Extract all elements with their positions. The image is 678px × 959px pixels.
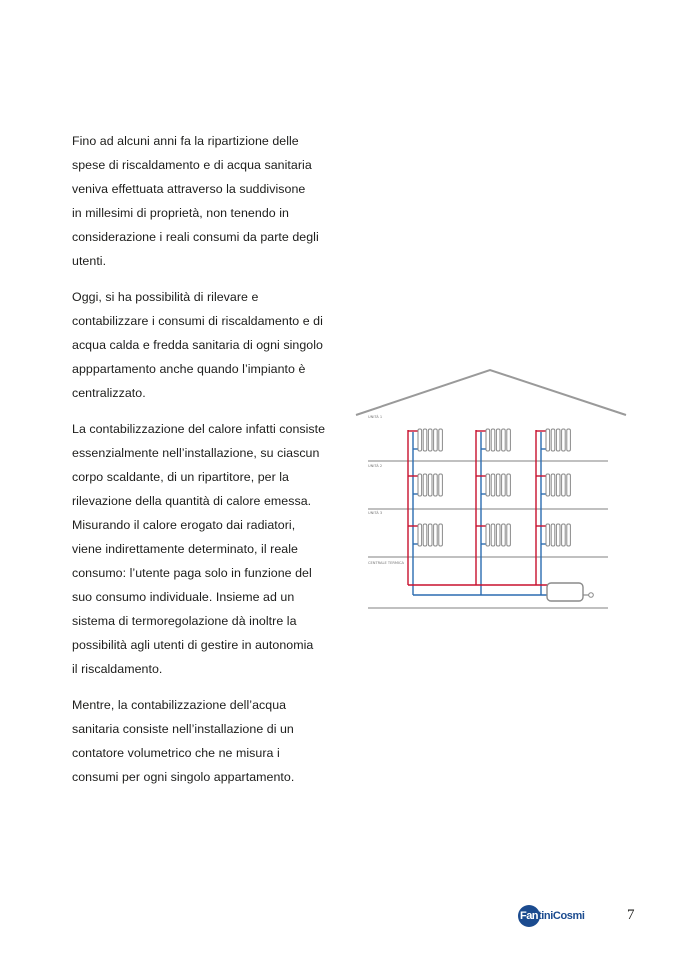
- paragraph-water-metering: Mentre, la contabilizzazione dell’acqua sanitaria consiste nell’installazione di un contatore volumetrico che ne misura i consumi per ogni singolo appartamento.: [72, 698, 295, 784]
- radiator-fin: [423, 474, 427, 496]
- radiator: [546, 474, 570, 496]
- radiator-fin: [562, 474, 566, 496]
- logo-text: tiniCosmi: [538, 910, 585, 922]
- radiator-fin: [439, 429, 443, 451]
- radiator-fin: [556, 524, 560, 546]
- logo-badge: Fan: [518, 905, 540, 927]
- body-text: [72, 129, 334, 801]
- radiator-fin: [502, 524, 506, 546]
- radiator-group: [418, 429, 570, 546]
- radiator: [418, 474, 442, 496]
- fantinicosmi-logo: [518, 903, 600, 929]
- radiator-fin: [434, 429, 438, 451]
- roof-line: [356, 370, 626, 415]
- radiator-fin: [496, 524, 500, 546]
- pipe-network: [408, 430, 550, 595]
- floor-label-boiler: CENTRALE TERMICA: [368, 561, 404, 565]
- radiator-fin: [439, 524, 443, 546]
- radiator-fin: [567, 429, 571, 451]
- radiator-fin: [428, 474, 432, 496]
- paragraph-history: Fino ad alcuni anni fa la ripartizione delle spese di riscaldamento e di acqua sanitaria veniva effettuata attraverso la suddivisone in millesimi di proprietà, non tenendo in considerazione i reali consumi da parte degli utenti.: [72, 134, 319, 268]
- floor-label-2: UNITÀ 2: [368, 464, 383, 468]
- radiator-fin: [556, 474, 560, 496]
- radiator-fin: [546, 524, 550, 546]
- radiator: [546, 429, 570, 451]
- radiator-fin: [507, 474, 511, 496]
- paragraph-heat-metering: La contabilizzazione del calore infatti consiste essenzialmente nell’installazione, su ciascun corpo scaldante, di un ripartitore, per la rilevazione della quantità di calore emessa. Misurando il calore erogato dai radiatori, viene indirettamente determinato, il reale consumo: l’utente paga solo in funzione del suo consumo individuale. Insieme ad un sistema di termoregolazione dà inoltre la possibilità agli utenti di gestire in autonomia il riscaldamento.: [72, 422, 326, 676]
- radiator: [418, 524, 442, 546]
- radiator: [546, 524, 570, 546]
- radiator-fin: [434, 474, 438, 496]
- radiator-fin: [428, 524, 432, 546]
- radiator-fin: [551, 524, 555, 546]
- radiator-fin: [486, 524, 490, 546]
- radiator-fin: [423, 524, 427, 546]
- radiator-fin: [439, 474, 443, 496]
- radiator-fin: [434, 524, 438, 546]
- building-heating-diagram: [350, 365, 630, 615]
- floor-label-1: UNITÀ 1: [368, 415, 383, 419]
- paragraph-today: Oggi, si ha possibilità di rilevare e contabilizzare i consumi di riscaldamento e di acqua calda e fredda sanitaria di ogni singolo apppartamento anche quando l’impianto è centralizzato.: [72, 290, 323, 400]
- radiator-fin: [546, 429, 550, 451]
- radiator-fin: [496, 474, 500, 496]
- page-number: 7: [627, 907, 635, 923]
- radiator-fin: [418, 524, 422, 546]
- radiator-fin: [418, 474, 422, 496]
- radiator-fin: [556, 429, 560, 451]
- radiator-fin: [567, 474, 571, 496]
- radiator: [486, 474, 510, 496]
- floor-label-3: UNITÀ 3: [368, 511, 383, 515]
- radiator-fin: [502, 474, 506, 496]
- boiler: [547, 583, 583, 601]
- radiator-fin: [507, 429, 511, 451]
- radiator: [486, 524, 510, 546]
- radiator-fin: [428, 429, 432, 451]
- radiator-fin: [546, 474, 550, 496]
- radiator: [418, 429, 442, 451]
- radiator-fin: [491, 429, 495, 451]
- radiator-fin: [491, 524, 495, 546]
- radiator-fin: [486, 429, 490, 451]
- radiator-fin: [567, 524, 571, 546]
- radiator: [486, 429, 510, 451]
- radiator-fin: [496, 429, 500, 451]
- radiator-fin: [418, 429, 422, 451]
- radiator-fin: [551, 474, 555, 496]
- radiator-fin: [423, 429, 427, 451]
- radiator-fin: [502, 429, 506, 451]
- radiator-fin: [562, 524, 566, 546]
- boiler-valve: [589, 593, 594, 598]
- radiator-fin: [507, 524, 511, 546]
- radiator-fin: [551, 429, 555, 451]
- radiator-fin: [562, 429, 566, 451]
- radiator-fin: [491, 474, 495, 496]
- radiator-fin: [486, 474, 490, 496]
